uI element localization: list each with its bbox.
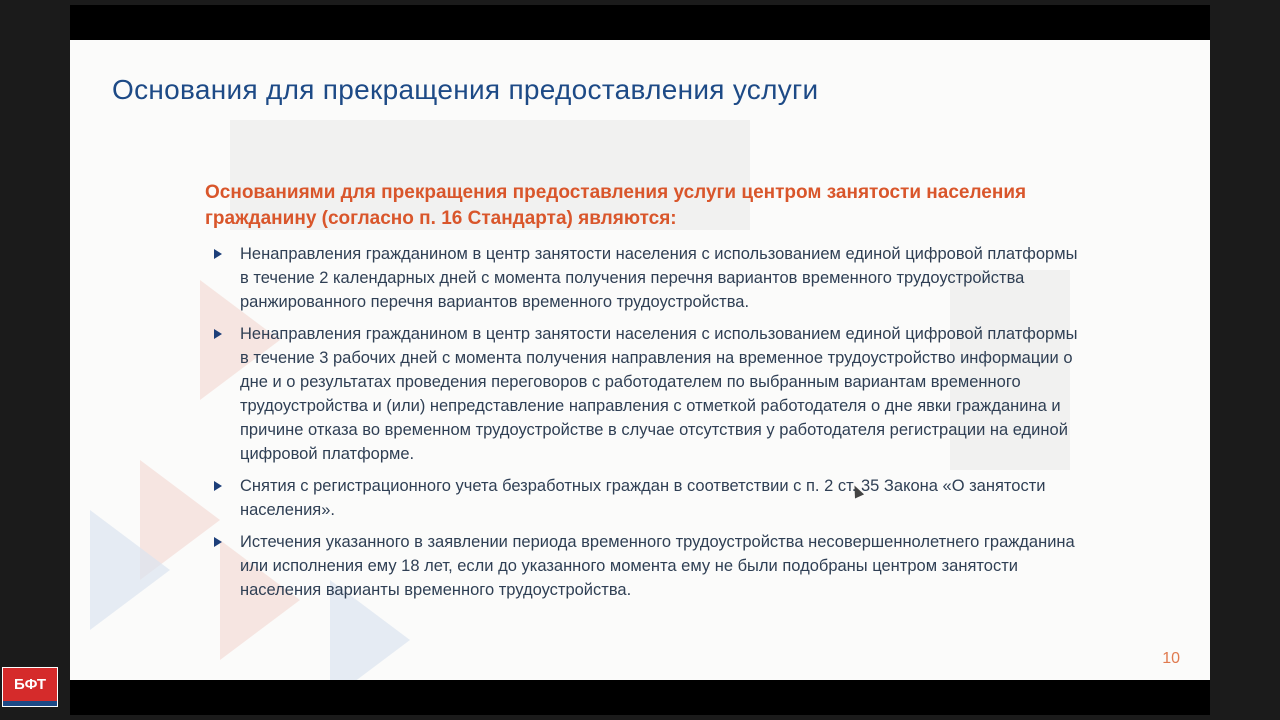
- bullet-item: [210, 322, 1090, 466]
- bullet-item: [210, 530, 1090, 602]
- triangle-bullet-icon: [214, 329, 222, 339]
- bullet-text: Ненаправления гражданином в центр занятости населения с использованием единой цифровой платформы в течение 3 рабочих дней с момента получения направления на временное трудоустройство информации о дне и о результатах проведения переговоров с работодателем по выбранным вариантам временного трудоустройства и (или) непредставление направления с отметкой работодателя о дне явки гражданина и причине отказа во временном трудоустройстве в случае отсутствия у работодателя регистрации на единой цифровой платформе.: [240, 325, 1078, 463]
- bullet-list: [210, 242, 1090, 610]
- triangle-bullet-icon: [214, 481, 222, 491]
- bullet-text: Истечения указанного в заявлении периода временного трудоустройства несовершеннолетнего гражданина или исполнения ему 18 лет, если до указанного момента ему не были подобраны центром занятости населения варианты временного трудоустройства.: [240, 533, 1075, 599]
- logo-stripe: [3, 701, 57, 706]
- presentation-slide: [70, 40, 1210, 680]
- bullet-item: [210, 242, 1090, 314]
- bullet-text: Снятия с регистрационного учета безработных граждан в соответствии с п. 2 ст. 35 Закона «О занятости населения».: [240, 477, 1046, 519]
- slide-title: Основания для прекращения предоставления услуги: [112, 74, 819, 105]
- logo-text: БФТ: [14, 676, 46, 693]
- bullet-text: Ненаправления гражданином в центр занятости населения с использованием единой цифровой платформы в течение 2 календарных дней с момента получения перечня вариантов временного трудоустройства ранжированного перечня вариантов временного трудоустройства.: [240, 245, 1078, 311]
- bft-logo: [2, 667, 58, 707]
- bullet-item: [210, 474, 1090, 522]
- slide-subtitle: Основаниями для прекращения предоставления услуги центром занятости населения гражданину (согласно п. 16 Стандарта) являются:: [205, 182, 1027, 229]
- triangle-bullet-icon: [214, 537, 222, 547]
- decorative-triangle: [90, 510, 170, 630]
- triangle-bullet-icon: [214, 249, 222, 259]
- slide-page-number: 10: [1162, 650, 1180, 667]
